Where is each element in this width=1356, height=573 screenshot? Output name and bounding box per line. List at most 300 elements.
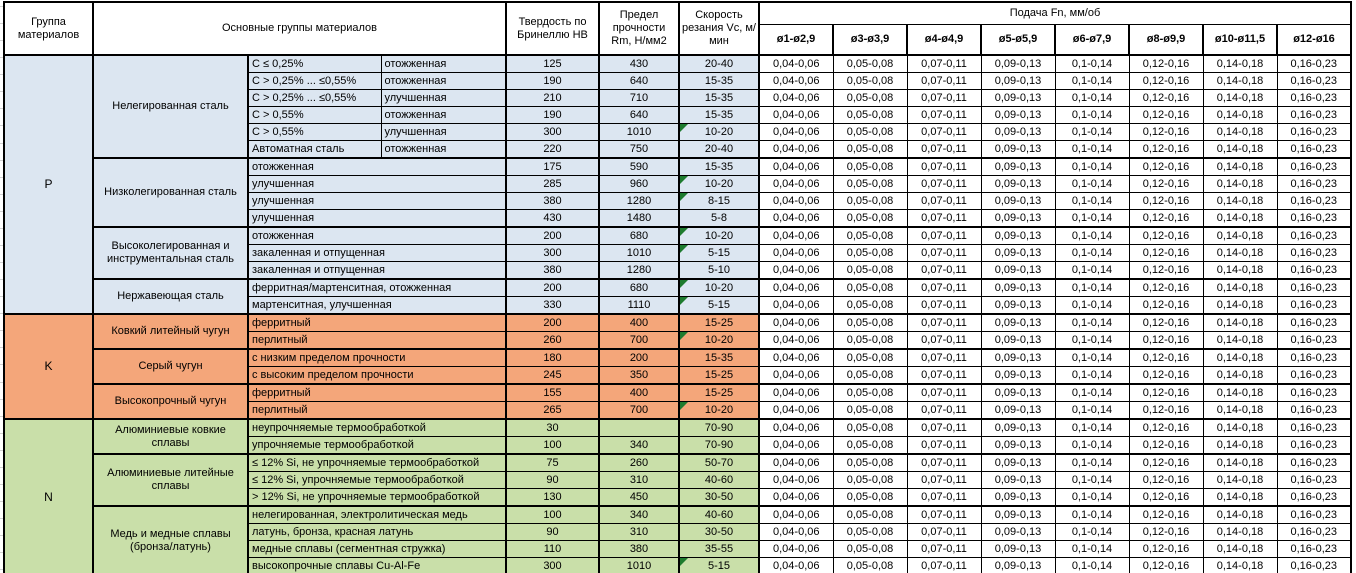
hardness-cell[interactable]: 430	[506, 210, 599, 228]
feed-value-cell[interactable]: 0,1-0,14	[1055, 279, 1129, 297]
feed-value-cell[interactable]: 0,16-0,23	[1277, 384, 1351, 402]
feed-value-cell[interactable]: 0,05-0,08	[833, 402, 907, 420]
strength-cell[interactable]: 340	[599, 506, 679, 524]
hardness-cell[interactable]: 245	[506, 367, 599, 385]
feed-value-cell[interactable]: 0,07-0,11	[907, 314, 981, 332]
feed-value-cell[interactable]: 0,14-0,18	[1203, 107, 1277, 124]
strength-cell[interactable]	[599, 419, 679, 437]
material-detail-cell[interactable]: нелегированная, электролитическая медь	[248, 506, 506, 524]
feed-value-cell[interactable]: 0,14-0,18	[1203, 193, 1277, 210]
strength-cell[interactable]: 640	[599, 107, 679, 124]
feed-value-cell[interactable]: 0,09-0,13	[981, 245, 1055, 262]
material-detail-cell[interactable]: медные сплавы (сегментная стружка)	[248, 541, 506, 558]
header-feed-title[interactable]: Подача Fn, мм/об	[759, 2, 1351, 24]
strength-cell[interactable]: 1010	[599, 124, 679, 141]
cutting-speed-cell[interactable]: 35-55	[679, 541, 759, 558]
feed-value-cell[interactable]: 0,16-0,23	[1277, 419, 1351, 437]
feed-value-cell[interactable]: 0,09-0,13	[981, 210, 1055, 228]
feed-value-cell[interactable]: 0,12-0,16	[1129, 90, 1203, 107]
feed-value-cell[interactable]: 0,04-0,06	[759, 90, 833, 107]
feed-column-header[interactable]: ø1-ø2,9	[759, 24, 833, 55]
feed-value-cell[interactable]: 0,16-0,23	[1277, 124, 1351, 141]
feed-value-cell[interactable]: 0,09-0,13	[981, 419, 1055, 437]
feed-value-cell[interactable]: 0,16-0,23	[1277, 176, 1351, 193]
cutting-speed-cell[interactable]: 40-60	[679, 506, 759, 524]
feed-value-cell[interactable]: 0,04-0,06	[759, 332, 833, 350]
feed-value-cell[interactable]: 0,04-0,06	[759, 193, 833, 210]
cutting-speed-cell[interactable]: 10-20	[679, 332, 759, 350]
feed-value-cell[interactable]: 0,09-0,13	[981, 279, 1055, 297]
material-state-cell[interactable]: отожженная	[381, 107, 506, 124]
subgroup-name-cell[interactable]: Ковкий литейный чугун	[93, 314, 248, 349]
feed-value-cell[interactable]: 0,04-0,06	[759, 158, 833, 176]
cutting-speed-cell[interactable]: 70-90	[679, 437, 759, 455]
feed-value-cell[interactable]: 0,05-0,08	[833, 384, 907, 402]
material-state-cell[interactable]: отожженная	[381, 141, 506, 159]
feed-value-cell[interactable]: 0,1-0,14	[1055, 419, 1129, 437]
cutting-speed-cell[interactable]: 70-90	[679, 419, 759, 437]
hardness-cell[interactable]: 90	[506, 524, 599, 541]
strength-cell[interactable]: 450	[599, 489, 679, 507]
cutting-speed-cell[interactable]: 15-25	[679, 384, 759, 402]
feed-value-cell[interactable]: 0,07-0,11	[907, 541, 981, 558]
feed-value-cell[interactable]: 0,1-0,14	[1055, 332, 1129, 350]
cutting-speed-cell[interactable]: 5-15	[679, 558, 759, 573]
hardness-cell[interactable]: 175	[506, 158, 599, 176]
feed-value-cell[interactable]: 0,12-0,16	[1129, 489, 1203, 507]
feed-value-cell[interactable]: 0,07-0,11	[907, 158, 981, 176]
feed-value-cell[interactable]: 0,05-0,08	[833, 245, 907, 262]
feed-value-cell[interactable]: 0,14-0,18	[1203, 176, 1277, 193]
strength-cell[interactable]: 400	[599, 314, 679, 332]
hardness-cell[interactable]: 265	[506, 402, 599, 420]
feed-value-cell[interactable]: 0,14-0,18	[1203, 245, 1277, 262]
hardness-cell[interactable]: 200	[506, 279, 599, 297]
feed-value-cell[interactable]: 0,1-0,14	[1055, 262, 1129, 280]
cutting-speed-cell[interactable]: 15-35	[679, 158, 759, 176]
feed-value-cell[interactable]: 0,04-0,06	[759, 55, 833, 73]
material-detail-cell[interactable]: ≤ 12% Si, упрочняемые термообработкой	[248, 472, 506, 489]
feed-value-cell[interactable]: 0,14-0,18	[1203, 437, 1277, 455]
feed-value-cell[interactable]: 0,16-0,23	[1277, 314, 1351, 332]
subgroup-name-cell[interactable]: Алюминиевые ковкие сплавы	[93, 419, 248, 454]
feed-value-cell[interactable]: 0,07-0,11	[907, 245, 981, 262]
feed-value-cell[interactable]: 0,05-0,08	[833, 262, 907, 280]
material-detail-cell[interactable]: улучшенная	[248, 176, 506, 193]
material-detail-cell[interactable]: упрочняемые термообработкой	[248, 437, 506, 455]
feed-value-cell[interactable]: 0,12-0,16	[1129, 558, 1203, 573]
material-detail-cell[interactable]: закаленная и отпущенная	[248, 262, 506, 280]
feed-value-cell[interactable]: 0,1-0,14	[1055, 124, 1129, 141]
feed-value-cell[interactable]: 0,14-0,18	[1203, 349, 1277, 367]
material-state-cell[interactable]: улучшенная	[381, 90, 506, 107]
strength-cell[interactable]: 340	[599, 437, 679, 455]
feed-value-cell[interactable]: 0,09-0,13	[981, 227, 1055, 245]
material-detail-cell[interactable]: перлитный	[248, 332, 506, 350]
feed-value-cell[interactable]: 0,07-0,11	[907, 210, 981, 228]
feed-value-cell[interactable]: 0,05-0,08	[833, 437, 907, 455]
feed-value-cell[interactable]: 0,16-0,23	[1277, 227, 1351, 245]
feed-value-cell[interactable]: 0,12-0,16	[1129, 506, 1203, 524]
feed-value-cell[interactable]: 0,09-0,13	[981, 541, 1055, 558]
feed-value-cell[interactable]: 0,14-0,18	[1203, 419, 1277, 437]
strength-cell[interactable]: 1010	[599, 558, 679, 573]
feed-value-cell[interactable]: 0,04-0,06	[759, 506, 833, 524]
feed-value-cell[interactable]: 0,07-0,11	[907, 506, 981, 524]
feed-value-cell[interactable]: 0,07-0,11	[907, 141, 981, 159]
subgroup-name-cell[interactable]: Высоколегированная и инструментальная сталь	[93, 227, 248, 279]
feed-value-cell[interactable]: 0,09-0,13	[981, 55, 1055, 73]
feed-value-cell[interactable]: 0,04-0,06	[759, 73, 833, 90]
feed-value-cell[interactable]: 0,16-0,23	[1277, 73, 1351, 90]
feed-value-cell[interactable]: 0,16-0,23	[1277, 472, 1351, 489]
hardness-cell[interactable]: 300	[506, 558, 599, 573]
feed-value-cell[interactable]: 0,14-0,18	[1203, 524, 1277, 541]
feed-value-cell[interactable]: 0,16-0,23	[1277, 297, 1351, 315]
feed-value-cell[interactable]: 0,05-0,08	[833, 454, 907, 472]
cutting-speed-cell[interactable]: 10-20	[679, 279, 759, 297]
feed-value-cell[interactable]: 0,09-0,13	[981, 524, 1055, 541]
material-detail-cell[interactable]: C ≤ 0,25%	[248, 55, 381, 73]
cutting-speed-cell[interactable]: 20-40	[679, 141, 759, 159]
hardness-cell[interactable]: 380	[506, 193, 599, 210]
feed-value-cell[interactable]: 0,07-0,11	[907, 472, 981, 489]
feed-value-cell[interactable]: 0,12-0,16	[1129, 314, 1203, 332]
feed-value-cell[interactable]: 0,07-0,11	[907, 367, 981, 385]
feed-value-cell[interactable]: 0,07-0,11	[907, 419, 981, 437]
feed-value-cell[interactable]: 0,1-0,14	[1055, 73, 1129, 90]
feed-value-cell[interactable]: 0,04-0,06	[759, 210, 833, 228]
feed-value-cell[interactable]: 0,1-0,14	[1055, 558, 1129, 573]
feed-value-cell[interactable]: 0,12-0,16	[1129, 402, 1203, 420]
header-main-groups[interactable]: Основные группы материалов	[93, 2, 506, 55]
feed-value-cell[interactable]: 0,05-0,08	[833, 107, 907, 124]
material-detail-cell[interactable]: ферритная/мартенситная, отожженная	[248, 279, 506, 297]
feed-value-cell[interactable]: 0,14-0,18	[1203, 210, 1277, 228]
feed-value-cell[interactable]: 0,16-0,23	[1277, 107, 1351, 124]
feed-value-cell[interactable]: 0,05-0,08	[833, 297, 907, 315]
feed-value-cell[interactable]: 0,05-0,08	[833, 55, 907, 73]
subgroup-name-cell[interactable]: Нелегированная сталь	[93, 55, 248, 158]
feed-column-header[interactable]: ø4-ø4,9	[907, 24, 981, 55]
feed-value-cell[interactable]: 0,16-0,23	[1277, 245, 1351, 262]
feed-value-cell[interactable]: 0,16-0,23	[1277, 279, 1351, 297]
cutting-speed-cell[interactable]: 10-20	[679, 124, 759, 141]
feed-value-cell[interactable]: 0,14-0,18	[1203, 402, 1277, 420]
cutting-speed-cell[interactable]: 15-35	[679, 73, 759, 90]
feed-value-cell[interactable]: 0,1-0,14	[1055, 141, 1129, 159]
cutting-speed-cell[interactable]: 30-50	[679, 524, 759, 541]
feed-value-cell[interactable]: 0,16-0,23	[1277, 454, 1351, 472]
feed-column-header[interactable]: ø5-ø5,9	[981, 24, 1055, 55]
material-detail-cell[interactable]: закаленная и отпущенная	[248, 245, 506, 262]
feed-value-cell[interactable]: 0,12-0,16	[1129, 472, 1203, 489]
cutting-speed-cell[interactable]: 10-20	[679, 227, 759, 245]
feed-value-cell[interactable]: 0,09-0,13	[981, 332, 1055, 350]
feed-value-cell[interactable]: 0,09-0,13	[981, 124, 1055, 141]
feed-value-cell[interactable]: 0,07-0,11	[907, 384, 981, 402]
feed-value-cell[interactable]: 0,16-0,23	[1277, 367, 1351, 385]
feed-value-cell[interactable]: 0,12-0,16	[1129, 367, 1203, 385]
feed-value-cell[interactable]: 0,12-0,16	[1129, 524, 1203, 541]
feed-value-cell[interactable]: 0,05-0,08	[833, 314, 907, 332]
feed-value-cell[interactable]: 0,12-0,16	[1129, 107, 1203, 124]
feed-value-cell[interactable]: 0,16-0,23	[1277, 506, 1351, 524]
feed-value-cell[interactable]: 0,09-0,13	[981, 193, 1055, 210]
strength-cell[interactable]: 350	[599, 367, 679, 385]
feed-value-cell[interactable]: 0,1-0,14	[1055, 193, 1129, 210]
feed-value-cell[interactable]: 0,05-0,08	[833, 332, 907, 350]
material-detail-cell[interactable]: улучшенная	[248, 210, 506, 228]
feed-value-cell[interactable]: 0,09-0,13	[981, 506, 1055, 524]
material-detail-cell[interactable]: отожженная	[248, 227, 506, 245]
subgroup-name-cell[interactable]: Нержавеющая сталь	[93, 279, 248, 314]
material-detail-cell[interactable]: C > 0,55%	[248, 124, 381, 141]
strength-cell[interactable]: 710	[599, 90, 679, 107]
feed-value-cell[interactable]: 0,05-0,08	[833, 506, 907, 524]
feed-value-cell[interactable]: 0,12-0,16	[1129, 349, 1203, 367]
material-detail-cell[interactable]: ≤ 12% Si, не упрочняемые термообработкой	[248, 454, 506, 472]
subgroup-name-cell[interactable]: Серый чугун	[93, 349, 248, 384]
hardness-cell[interactable]: 155	[506, 384, 599, 402]
material-detail-cell[interactable]: отожженная	[248, 158, 506, 176]
strength-cell[interactable]: 200	[599, 349, 679, 367]
material-detail-cell[interactable]: высокопрочные сплавы Cu-Al-Fe	[248, 558, 506, 573]
hardness-cell[interactable]: 380	[506, 262, 599, 280]
strength-cell[interactable]: 430	[599, 55, 679, 73]
feed-value-cell[interactable]: 0,05-0,08	[833, 227, 907, 245]
feed-value-cell[interactable]: 0,04-0,06	[759, 314, 833, 332]
feed-value-cell[interactable]: 0,04-0,06	[759, 176, 833, 193]
cutting-speed-cell[interactable]: 20-40	[679, 55, 759, 73]
feed-value-cell[interactable]: 0,09-0,13	[981, 90, 1055, 107]
feed-value-cell[interactable]: 0,14-0,18	[1203, 297, 1277, 315]
feed-value-cell[interactable]: 0,14-0,18	[1203, 262, 1277, 280]
feed-value-cell[interactable]: 0,05-0,08	[833, 73, 907, 90]
feed-value-cell[interactable]: 0,09-0,13	[981, 158, 1055, 176]
feed-value-cell[interactable]: 0,16-0,23	[1277, 332, 1351, 350]
feed-value-cell[interactable]: 0,1-0,14	[1055, 158, 1129, 176]
feed-value-cell[interactable]: 0,1-0,14	[1055, 489, 1129, 507]
material-detail-cell[interactable]: латунь, бронза, красная латунь	[248, 524, 506, 541]
feed-value-cell[interactable]: 0,09-0,13	[981, 437, 1055, 455]
strength-cell[interactable]: 400	[599, 384, 679, 402]
feed-value-cell[interactable]: 0,14-0,18	[1203, 472, 1277, 489]
strength-cell[interactable]: 310	[599, 524, 679, 541]
feed-column-header[interactable]: ø8-ø9,9	[1129, 24, 1203, 55]
material-detail-cell[interactable]: с высоким пределом прочности	[248, 367, 506, 385]
feed-value-cell[interactable]: 0,16-0,23	[1277, 193, 1351, 210]
cutting-speed-cell[interactable]: 40-60	[679, 472, 759, 489]
header-hardness[interactable]: Твердость по Бринеллю HB	[506, 2, 599, 55]
strength-cell[interactable]: 680	[599, 227, 679, 245]
feed-value-cell[interactable]: 0,14-0,18	[1203, 558, 1277, 573]
feed-value-cell[interactable]: 0,05-0,08	[833, 158, 907, 176]
feed-value-cell[interactable]: 0,16-0,23	[1277, 437, 1351, 455]
hardness-cell[interactable]: 210	[506, 90, 599, 107]
cutting-speed-cell[interactable]: 30-50	[679, 489, 759, 507]
feed-value-cell[interactable]: 0,04-0,06	[759, 227, 833, 245]
feed-value-cell[interactable]: 0,07-0,11	[907, 332, 981, 350]
feed-value-cell[interactable]: 0,05-0,08	[833, 279, 907, 297]
feed-value-cell[interactable]: 0,1-0,14	[1055, 227, 1129, 245]
feed-value-cell[interactable]: 0,09-0,13	[981, 349, 1055, 367]
cutting-speed-cell[interactable]: 8-15	[679, 193, 759, 210]
strength-cell[interactable]: 590	[599, 158, 679, 176]
feed-value-cell[interactable]: 0,14-0,18	[1203, 141, 1277, 159]
feed-value-cell[interactable]: 0,14-0,18	[1203, 541, 1277, 558]
cutting-speed-cell[interactable]: 5-15	[679, 297, 759, 315]
feed-value-cell[interactable]: 0,07-0,11	[907, 402, 981, 420]
feed-value-cell[interactable]: 0,04-0,06	[759, 402, 833, 420]
material-detail-cell[interactable]: неупрочняемые термообработкой	[248, 419, 506, 437]
material-detail-cell[interactable]: ферритный	[248, 384, 506, 402]
hardness-cell[interactable]: 30	[506, 419, 599, 437]
feed-value-cell[interactable]: 0,07-0,11	[907, 73, 981, 90]
material-state-cell[interactable]: улучшенная	[381, 124, 506, 141]
material-detail-cell[interactable]: улучшенная	[248, 193, 506, 210]
feed-value-cell[interactable]: 0,16-0,23	[1277, 55, 1351, 73]
feed-value-cell[interactable]: 0,05-0,08	[833, 541, 907, 558]
hardness-cell[interactable]: 130	[506, 489, 599, 507]
strength-cell[interactable]: 1280	[599, 262, 679, 280]
feed-value-cell[interactable]: 0,05-0,08	[833, 419, 907, 437]
feed-value-cell[interactable]: 0,14-0,18	[1203, 227, 1277, 245]
feed-value-cell[interactable]: 0,1-0,14	[1055, 367, 1129, 385]
feed-value-cell[interactable]: 0,1-0,14	[1055, 454, 1129, 472]
feed-value-cell[interactable]: 0,07-0,11	[907, 193, 981, 210]
feed-value-cell[interactable]: 0,1-0,14	[1055, 245, 1129, 262]
feed-value-cell[interactable]: 0,07-0,11	[907, 279, 981, 297]
feed-value-cell[interactable]: 0,12-0,16	[1129, 262, 1203, 280]
feed-value-cell[interactable]: 0,1-0,14	[1055, 107, 1129, 124]
material-detail-cell[interactable]: перлитный	[248, 402, 506, 420]
feed-value-cell[interactable]: 0,05-0,08	[833, 524, 907, 541]
hardness-cell[interactable]: 190	[506, 73, 599, 90]
feed-value-cell[interactable]: 0,07-0,11	[907, 176, 981, 193]
feed-value-cell[interactable]: 0,14-0,18	[1203, 55, 1277, 73]
feed-value-cell[interactable]: 0,04-0,06	[759, 489, 833, 507]
feed-value-cell[interactable]: 0,09-0,13	[981, 367, 1055, 385]
cutting-speed-cell[interactable]: 10-20	[679, 176, 759, 193]
feed-value-cell[interactable]: 0,12-0,16	[1129, 55, 1203, 73]
feed-value-cell[interactable]: 0,07-0,11	[907, 297, 981, 315]
feed-value-cell[interactable]: 0,04-0,06	[759, 141, 833, 159]
feed-value-cell[interactable]: 0,05-0,08	[833, 349, 907, 367]
feed-value-cell[interactable]: 0,09-0,13	[981, 176, 1055, 193]
feed-value-cell[interactable]: 0,1-0,14	[1055, 314, 1129, 332]
feed-value-cell[interactable]: 0,14-0,18	[1203, 73, 1277, 90]
feed-value-cell[interactable]: 0,12-0,16	[1129, 279, 1203, 297]
feed-value-cell[interactable]: 0,14-0,18	[1203, 454, 1277, 472]
feed-value-cell[interactable]: 0,16-0,23	[1277, 90, 1351, 107]
material-detail-cell[interactable]: ферритный	[248, 314, 506, 332]
feed-value-cell[interactable]: 0,12-0,16	[1129, 124, 1203, 141]
group-letter-cell[interactable]: N	[4, 419, 93, 573]
feed-value-cell[interactable]: 0,1-0,14	[1055, 90, 1129, 107]
feed-value-cell[interactable]: 0,09-0,13	[981, 384, 1055, 402]
feed-value-cell[interactable]: 0,07-0,11	[907, 107, 981, 124]
strength-cell[interactable]: 380	[599, 541, 679, 558]
strength-cell[interactable]: 1110	[599, 297, 679, 315]
cutting-speed-cell[interactable]: 5-15	[679, 245, 759, 262]
strength-cell[interactable]: 750	[599, 141, 679, 159]
feed-column-header[interactable]: ø3-ø3,9	[833, 24, 907, 55]
subgroup-name-cell[interactable]: Алюминиевые литейные сплавы	[93, 454, 248, 506]
feed-value-cell[interactable]: 0,04-0,06	[759, 419, 833, 437]
feed-value-cell[interactable]: 0,14-0,18	[1203, 367, 1277, 385]
feed-value-cell[interactable]: 0,14-0,18	[1203, 384, 1277, 402]
hardness-cell[interactable]: 260	[506, 332, 599, 350]
feed-value-cell[interactable]: 0,07-0,11	[907, 524, 981, 541]
hardness-cell[interactable]: 220	[506, 141, 599, 159]
hardness-cell[interactable]: 90	[506, 472, 599, 489]
feed-value-cell[interactable]: 0,12-0,16	[1129, 210, 1203, 228]
feed-value-cell[interactable]: 0,04-0,06	[759, 437, 833, 455]
hardness-cell[interactable]: 285	[506, 176, 599, 193]
feed-value-cell[interactable]: 0,09-0,13	[981, 297, 1055, 315]
feed-value-cell[interactable]: 0,1-0,14	[1055, 506, 1129, 524]
feed-value-cell[interactable]: 0,09-0,13	[981, 141, 1055, 159]
feed-value-cell[interactable]: 0,04-0,06	[759, 454, 833, 472]
feed-value-cell[interactable]: 0,05-0,08	[833, 558, 907, 573]
feed-value-cell[interactable]: 0,05-0,08	[833, 472, 907, 489]
feed-value-cell[interactable]: 0,09-0,13	[981, 73, 1055, 90]
feed-value-cell[interactable]: 0,16-0,23	[1277, 558, 1351, 573]
feed-value-cell[interactable]: 0,16-0,23	[1277, 541, 1351, 558]
feed-value-cell[interactable]: 0,12-0,16	[1129, 176, 1203, 193]
material-detail-cell[interactable]: Автоматная сталь	[248, 141, 381, 159]
feed-value-cell[interactable]: 0,12-0,16	[1129, 419, 1203, 437]
feed-value-cell[interactable]: 0,04-0,06	[759, 541, 833, 558]
feed-value-cell[interactable]: 0,07-0,11	[907, 489, 981, 507]
feed-value-cell[interactable]: 0,07-0,11	[907, 90, 981, 107]
feed-column-header[interactable]: ø6-ø7,9	[1055, 24, 1129, 55]
feed-value-cell[interactable]: 0,16-0,23	[1277, 262, 1351, 280]
hardness-cell[interactable]: 125	[506, 55, 599, 73]
strength-cell[interactable]: 310	[599, 472, 679, 489]
feed-value-cell[interactable]: 0,05-0,08	[833, 176, 907, 193]
feed-value-cell[interactable]: 0,14-0,18	[1203, 506, 1277, 524]
feed-value-cell[interactable]: 0,04-0,06	[759, 107, 833, 124]
header-material-group[interactable]: Группа материалов	[4, 2, 93, 55]
cutting-speed-cell[interactable]: 15-25	[679, 367, 759, 385]
feed-value-cell[interactable]: 0,07-0,11	[907, 227, 981, 245]
feed-value-cell[interactable]: 0,07-0,11	[907, 349, 981, 367]
feed-value-cell[interactable]: 0,04-0,06	[759, 367, 833, 385]
cutting-speed-cell[interactable]: 10-20	[679, 402, 759, 420]
feed-value-cell[interactable]: 0,12-0,16	[1129, 332, 1203, 350]
feed-value-cell[interactable]: 0,1-0,14	[1055, 297, 1129, 315]
feed-value-cell[interactable]: 0,05-0,08	[833, 489, 907, 507]
feed-value-cell[interactable]: 0,1-0,14	[1055, 349, 1129, 367]
feed-value-cell[interactable]: 0,04-0,06	[759, 124, 833, 141]
strength-cell[interactable]: 700	[599, 402, 679, 420]
feed-value-cell[interactable]: 0,14-0,18	[1203, 332, 1277, 350]
feed-value-cell[interactable]: 0,14-0,18	[1203, 279, 1277, 297]
feed-value-cell[interactable]: 0,12-0,16	[1129, 454, 1203, 472]
subgroup-name-cell[interactable]: Медь и медные сплавы (бронза/латунь)	[93, 506, 248, 573]
feed-value-cell[interactable]: 0,1-0,14	[1055, 210, 1129, 228]
feed-value-cell[interactable]: 0,1-0,14	[1055, 176, 1129, 193]
feed-value-cell[interactable]: 0,04-0,06	[759, 472, 833, 489]
material-state-cell[interactable]: отожженная	[381, 73, 506, 90]
feed-value-cell[interactable]: 0,1-0,14	[1055, 402, 1129, 420]
feed-value-cell[interactable]: 0,04-0,06	[759, 297, 833, 315]
feed-value-cell[interactable]: 0,12-0,16	[1129, 541, 1203, 558]
feed-value-cell[interactable]: 0,16-0,23	[1277, 402, 1351, 420]
strength-cell[interactable]: 640	[599, 73, 679, 90]
